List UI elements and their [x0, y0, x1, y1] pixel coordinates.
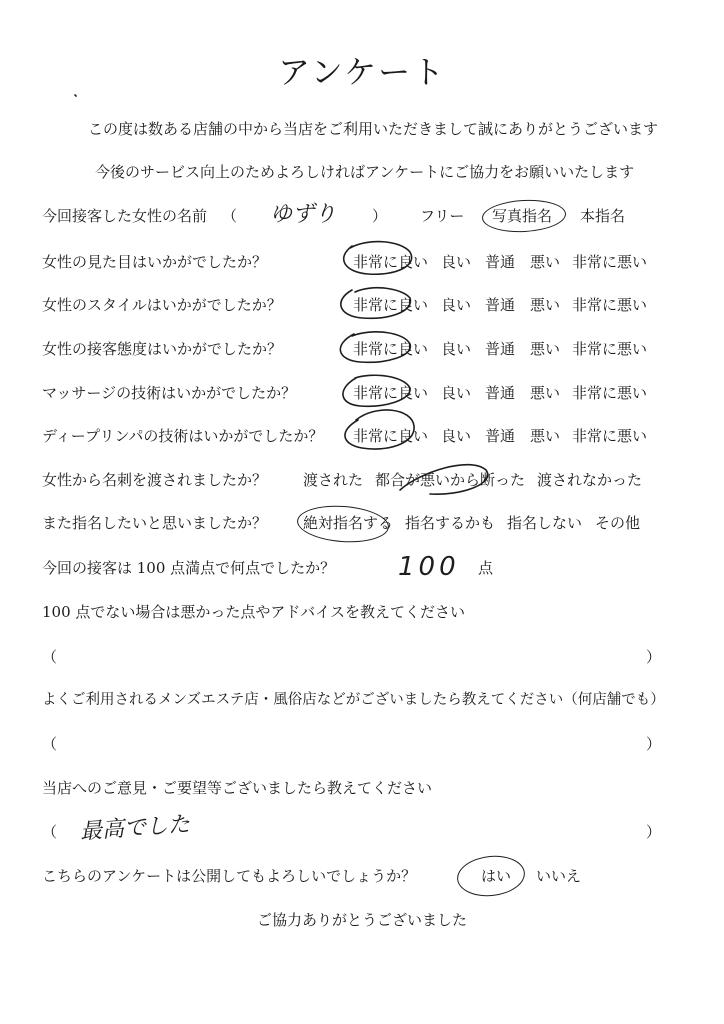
option-other: その他	[595, 514, 641, 532]
option-free: フリー	[420, 207, 465, 225]
rating-good: 良い	[441, 296, 472, 314]
advice-open-paren: （	[42, 648, 58, 666]
rating-good: 良い	[441, 340, 472, 358]
margin-dot	[75, 95, 76, 96]
question-style: 女性のスタイルはいかがでしたか？	[42, 296, 282, 314]
question-deep-lymph-skill: ディープリンパの技術はいかがでしたか？	[42, 427, 324, 445]
intro-line-1: この度は数ある店舗の中から当店をご利用いただきまして誠にありがとうございます	[88, 120, 659, 138]
closing-message: ご協力ありがとうございました	[257, 911, 468, 929]
rating-average: 普通	[485, 340, 516, 358]
rating-very-bad: 非常に悪い	[572, 340, 648, 358]
advice-close-paren: ）	[646, 648, 662, 666]
rating-very-good: 非常に良い	[353, 253, 429, 271]
handwritten-score: 100	[398, 552, 460, 582]
rating-very-bad: 非常に悪い	[572, 253, 648, 271]
other-shops-close-paren: ）	[646, 735, 662, 753]
opinion-close-paren: ）	[646, 823, 662, 841]
handwritten-opinion: 最高でした	[79, 812, 191, 845]
question-other-shops: よくご利用されるメンズエステ店・風俗店などがございましたら教えてください（何店舗でも）	[42, 692, 665, 708]
question-massage-skill: マッサージの技術はいかがでしたか？	[42, 384, 297, 402]
option-no: いいえ	[536, 867, 582, 885]
question-service-attitude: 女性の接客態度はいかがでしたか？	[42, 340, 283, 358]
question-name: 今回接客した女性の名前	[42, 207, 208, 225]
name-open-paren: （	[222, 207, 238, 225]
rating-average: 普通	[485, 384, 516, 402]
rating-average: 普通	[485, 427, 516, 445]
option-card-declined: 都合が悪いから断った	[375, 471, 526, 489]
name-close-paren: ）	[372, 207, 388, 225]
rating-good: 良い	[441, 253, 472, 271]
rating-bad: 悪い	[530, 384, 561, 402]
rating-bad: 悪い	[530, 253, 561, 271]
intro-line-2: 今後のサービス向上のためよろしければアンケートにご協力をお願いいたします	[95, 163, 635, 181]
rating-very-good: 非常に良い	[353, 340, 429, 358]
option-card-not-received: 渡されなかった	[537, 471, 643, 489]
rating-very-bad: 非常に悪い	[572, 427, 648, 445]
score-unit: 点	[478, 559, 494, 577]
rating-very-good: 非常に良い	[353, 384, 429, 402]
question-opinion: 当店へのご意見・ご要望等ございましたら教えてください	[42, 779, 433, 797]
question-score: 今回の接客は 100 点満点で何点でしたか？	[42, 559, 336, 577]
rating-bad: 悪い	[530, 296, 561, 314]
opinion-open-paren: （	[42, 823, 58, 841]
rating-average: 普通	[485, 253, 516, 271]
option-photo-nomination: 写真指名	[492, 207, 553, 225]
option-not-nominate: 指名しない	[507, 514, 583, 532]
option-card-received: 渡された	[303, 471, 364, 489]
page-title: アンケート	[278, 53, 447, 91]
rating-good: 良い	[441, 427, 472, 445]
option-definitely-nominate: 絶対指名する	[303, 514, 394, 532]
option-yes: はい	[481, 867, 512, 885]
rating-average: 普通	[485, 296, 516, 314]
rating-very-good: 非常に良い	[353, 427, 429, 445]
rating-very-bad: 非常に悪い	[572, 296, 648, 314]
option-maybe-nominate: 指名するかも	[405, 514, 496, 532]
option-regular-nomination: 本指名	[580, 207, 626, 225]
rating-bad: 悪い	[530, 340, 561, 358]
question-appearance: 女性の見た目はいかがでしたか？	[42, 253, 268, 271]
question-advice: 100 点でない場合は悪かった点やアドバイスを教えてください	[42, 603, 465, 621]
rating-good: 良い	[441, 384, 472, 402]
question-business-card: 女性から名刺を渡されましたか？	[42, 471, 268, 489]
rating-very-good: 非常に良い	[353, 296, 429, 314]
question-publish: こちらのアンケートは公開してもよろしいでしょうか？	[42, 867, 417, 885]
handwritten-name: ゆずり	[270, 202, 337, 227]
question-nominate-again: また指名したいと思いましたか？	[42, 514, 268, 532]
rating-very-bad: 非常に悪い	[572, 384, 648, 402]
other-shops-open-paren: （	[42, 735, 58, 753]
rating-bad: 悪い	[530, 427, 561, 445]
